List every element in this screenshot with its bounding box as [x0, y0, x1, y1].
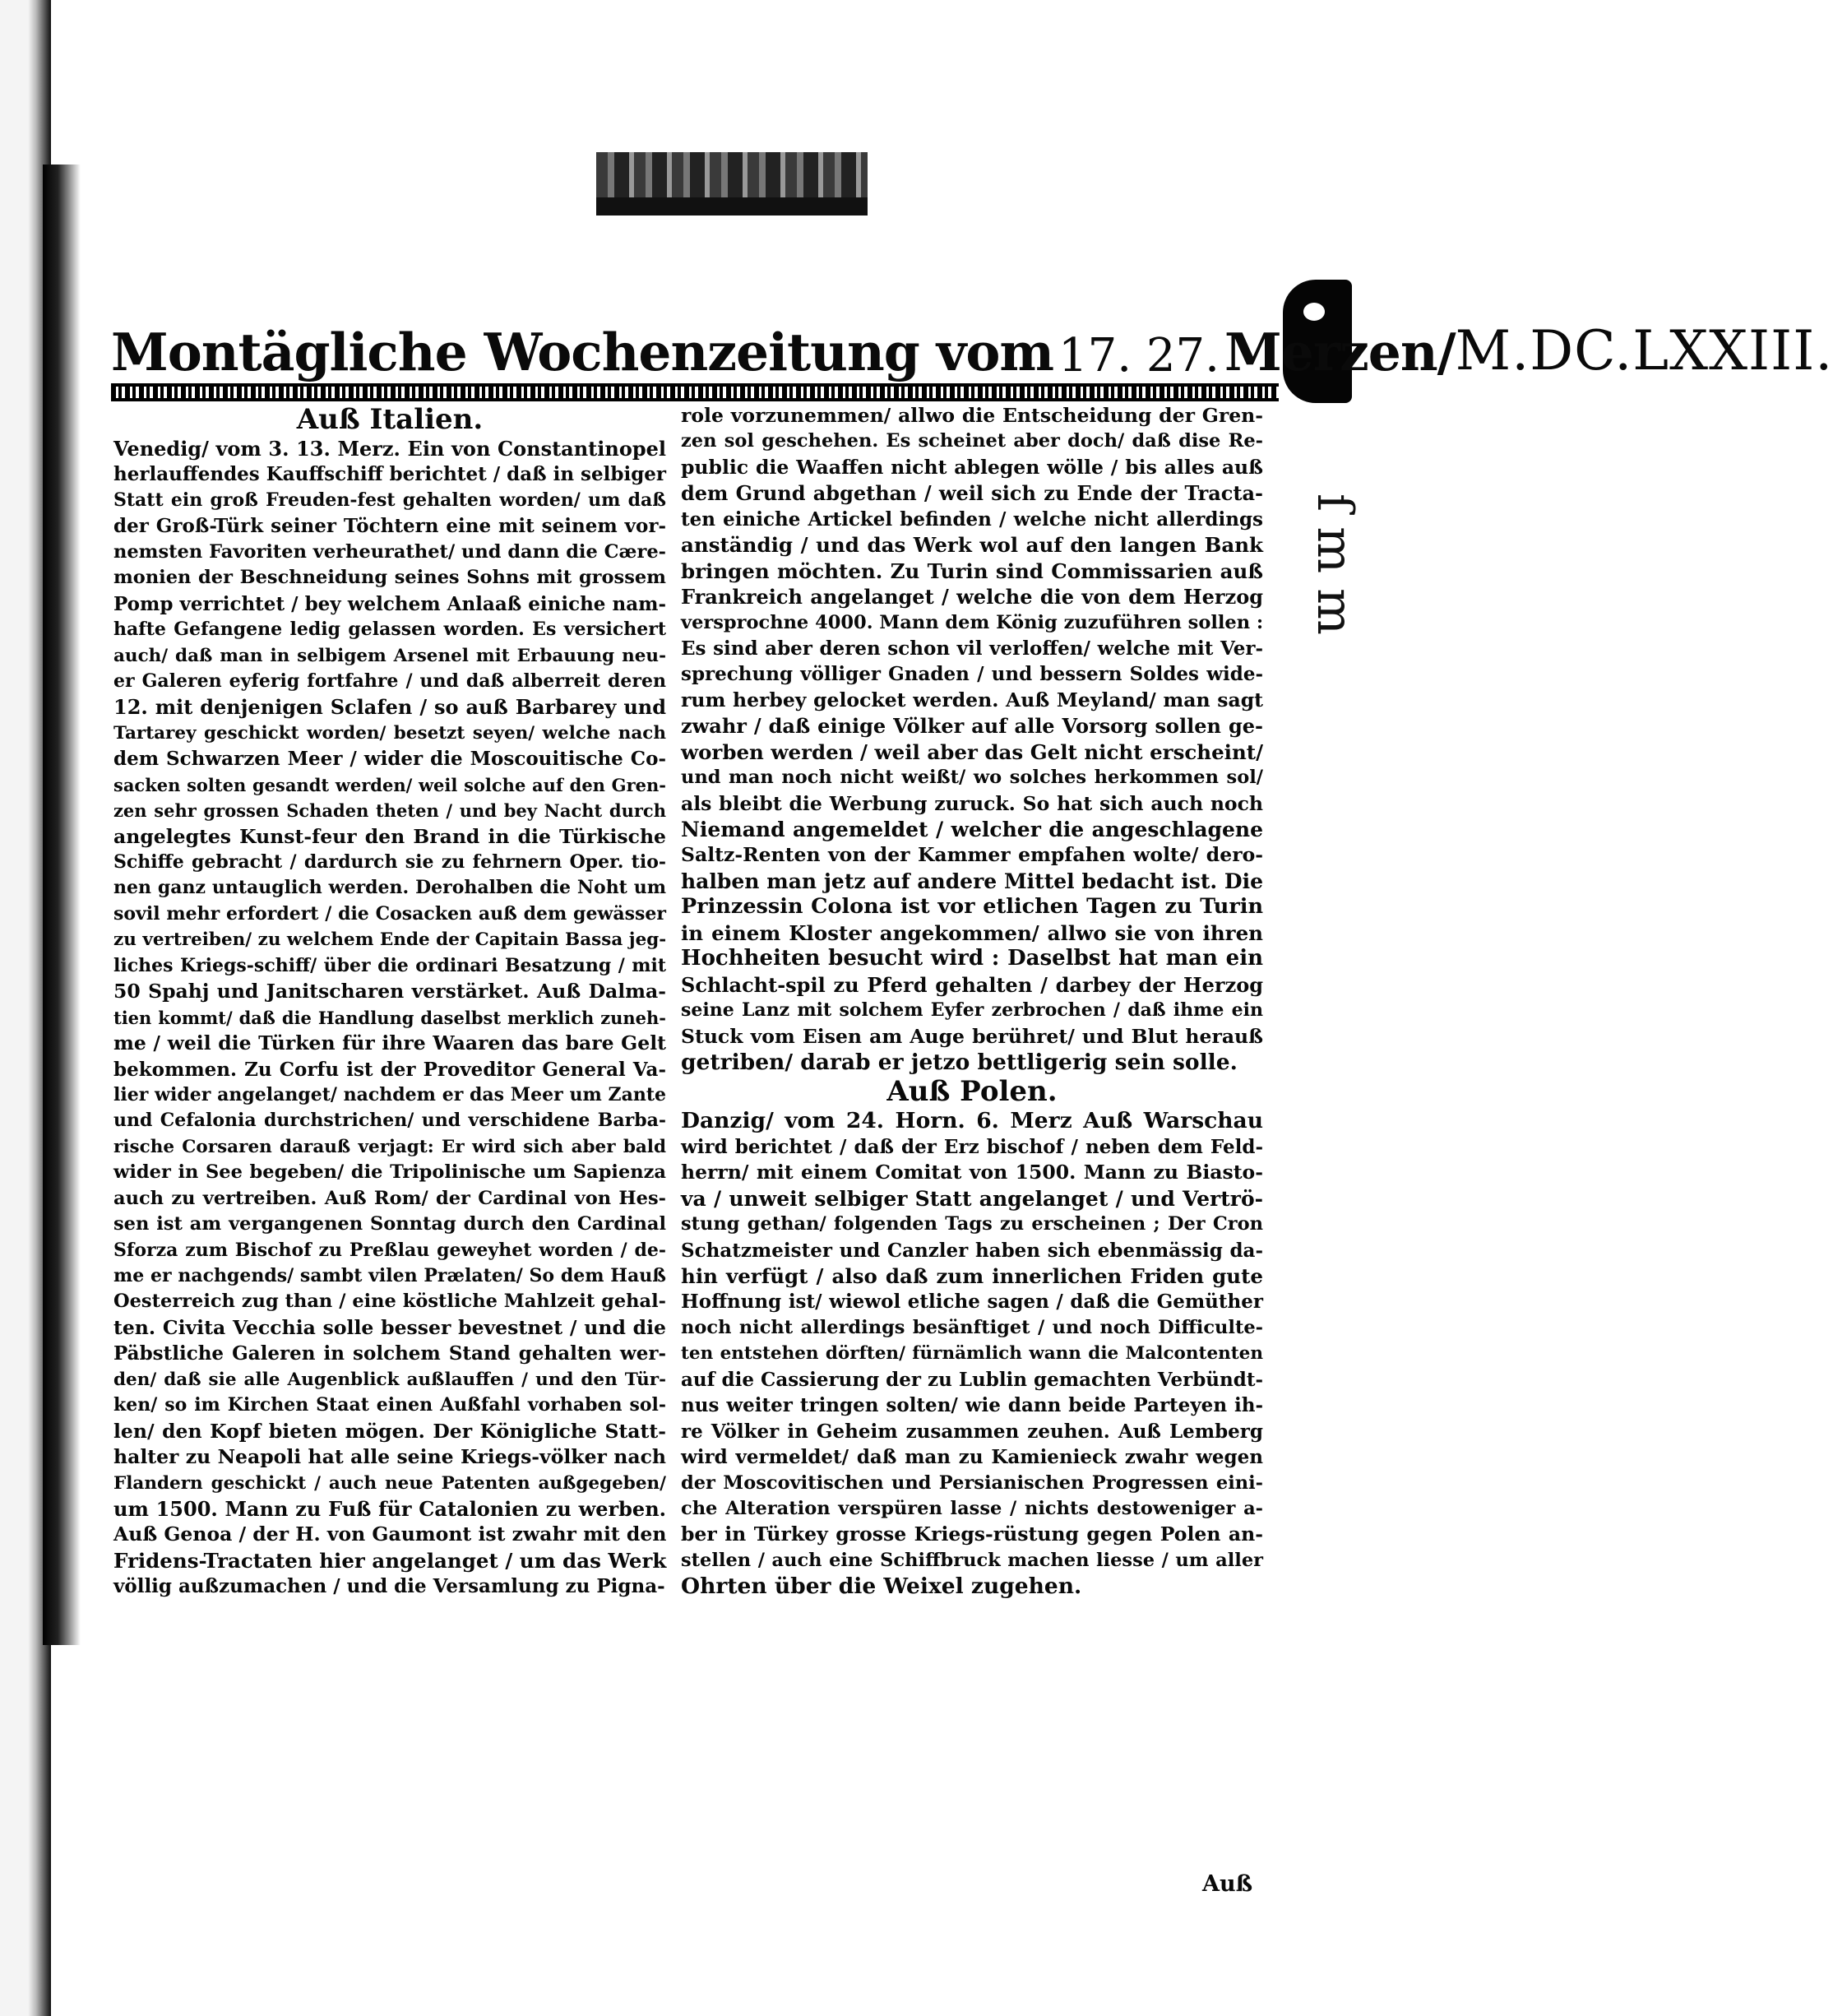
- text-line: me / weil die Türken für ihre Waaren das bare Gelt: [113, 1031, 666, 1055]
- text-line: um 1500. Mann zu Fuß für Catalonien zu werben.: [113, 1496, 666, 1521]
- masthead-year: M.DC.LXXIII.: [1455, 319, 1833, 382]
- text-line: liches Kriegs-schiff/ über die ordinari Besatzung / mit: [113, 954, 666, 976]
- text-line: der Groß-Türk seiner Töchtern eine mit seinem vor-: [113, 515, 666, 538]
- text-line: zen sol geschehen. Es scheinet aber doch/ daß dise Re-: [681, 430, 1263, 452]
- obscured-stamp-base: [596, 197, 868, 216]
- text-line: zen sehr grossen Schaden theten / und bey Nacht durch: [113, 800, 666, 822]
- text-line: sovil mehr erfordert / die Cosacken auß dem gewässer: [113, 902, 666, 925]
- text-line: ken/ so im Kirchen Staat einen Außfahl vorhaben sol-: [113, 1394, 666, 1416]
- text-line: re Völker in Geheim zusammen zeuhen. Auß Lemberg: [681, 1420, 1263, 1443]
- text-line: lier wider angelanget/ nachdem er das Meer um Zante: [113, 1083, 666, 1105]
- text-line: und Cefalonia durchstrichen/ und verschidene Barba-: [113, 1110, 666, 1132]
- text-line: nus weiter tringen solten/ wie dann beide Parteyen ih-: [681, 1394, 1263, 1417]
- text-line: 12. mit denjenigen Sclafen / so auß Barbarey und: [113, 695, 666, 720]
- text-line: Hochheiten besucht wird : Daselbst hat man ein: [681, 946, 1263, 971]
- text-line: Statt ein groß Freuden-fest gehalten worden/ um daß: [113, 489, 666, 511]
- catchword: Auß: [1202, 1871, 1253, 1897]
- text-line: Schiffe gebracht / dardurch sie zu fehrnern Oper. tio-: [113, 851, 666, 873]
- text-line: role vorzunemmen/ allwo die Entscheidung der Gren-: [681, 404, 1263, 427]
- text-line: bekommen. Zu Corfu ist der Proveditor General Va-: [113, 1058, 666, 1081]
- text-line: seine Lanz mit solchem Eyfer zerbrochen / daß ihme ein: [681, 999, 1263, 1022]
- text-line: worben werden / weil aber das Gelt nicht erscheint/: [681, 739, 1264, 764]
- text-line: Flandern geschickt / auch neue Patenten außgegeben/: [113, 1472, 666, 1494]
- text-line: Danzig/ vom 24. Horn. 6. Merz Auß Warschau: [681, 1108, 1263, 1134]
- text-line: noch nicht allerdings besänftiget / und noch Difficulte-: [681, 1316, 1263, 1338]
- text-line: 50 Spahj und Janitscharen verstärket. Auß Dalma-: [113, 980, 666, 1003]
- section-heading-italien: Auß Italien.: [296, 403, 484, 436]
- text-line: Niemand angemeldet / welcher die angeschlagene: [681, 818, 1263, 841]
- text-line: ten. Civita Vecchia solle besser bevestnet / und die: [113, 1315, 666, 1339]
- text-line: anständig / und das Werk wol auf den langen Bank: [681, 533, 1263, 558]
- text-line: herlauffendes Kauffschiff berichtet / daß in selbiger: [113, 463, 667, 486]
- text-line: Päbstliche Galeren in solchem Stand gehalten wer-: [113, 1342, 666, 1365]
- text-line: auch zu vertreiben. Auß Rom/ der Cardinal von Hes-: [113, 1187, 666, 1209]
- text-line: getriben/ darab er jetzo bettligerig sein solle.: [681, 1049, 1238, 1075]
- text-line: der Moscovitischen und Persianischen Progressen eini-: [681, 1471, 1263, 1494]
- text-line: sen ist am vergangenen Sonntag durch den Cardinal: [113, 1213, 666, 1235]
- text-line: herrn/ mit einem Comitat von 1500. Mann zu Biasto-: [681, 1161, 1263, 1184]
- text-line: Schlacht-spil zu Pferd gehalten / darbey der Herzog: [681, 972, 1263, 997]
- text-line: me er nachgends/ sambt vilen Prælaten/ So dem Hauß: [113, 1265, 666, 1286]
- text-line: che Alteration verspüren lasse / nichts destoweniger a-: [681, 1497, 1263, 1519]
- text-line: Tartarey geschickt worden/ besetzt seyen/ welche nach: [113, 722, 666, 744]
- text-line: hafte Gefangene ledig gelassen worden. Es versichert: [113, 619, 666, 641]
- text-line: Pomp verrichtet / bey welchem Anlaaß einiche nam-: [113, 592, 666, 615]
- text-line: Saltz-Renten von der Kammer empfahen wolte/ dero-: [681, 843, 1263, 867]
- text-line: sprechung völliger Gnaden / und bessern Soldes wide-: [681, 663, 1263, 686]
- text-line: Es sind aber deren schon vil verloffen/ welche mit Ver-: [681, 637, 1263, 660]
- masthead-title: Montägliche Wochenzeitung vom: [111, 322, 1054, 382]
- text-line: rum herbey gelocket werden. Auß Meyland/ man sagt: [681, 688, 1263, 711]
- text-line: und man noch nicht weißt/ wo solches herkommen sol/: [681, 767, 1263, 789]
- text-line: Ohrten über die Weixel zugehen.: [681, 1573, 1082, 1600]
- text-line: ten einiche Artickel befinden / welche nicht allerdings: [681, 507, 1263, 531]
- text-line: Stuck vom Eisen am Auge berühret/ und Blut herauß: [681, 1024, 1263, 1048]
- text-line: als bleibt die Werbung zuruck. So hat sich auch noch: [681, 791, 1263, 815]
- text-line: wider in See begeben/ die Tripolinische um Sapienza: [113, 1161, 666, 1184]
- text-line: versprochne 4000. Mann dem König zuzuführen sollen :: [681, 611, 1264, 633]
- text-line: hin verfügt / also daß zum innerlichen Friden gute: [681, 1264, 1263, 1288]
- text-line: stellen / auch eine Schiffbruck machen liesse / um aller: [681, 1549, 1263, 1571]
- binding-shadow: [43, 165, 81, 1645]
- ornamental-rule: [111, 383, 1279, 401]
- text-line: len/ den Kopf bieten mögen. Der Königliche Statt-: [113, 1419, 666, 1443]
- text-line: tien kommt/ daß die Handlung daselbst merklich zuneh-: [113, 1007, 666, 1028]
- text-line: halben man jetz auf andere Mittel bedacht ist. Die: [681, 869, 1263, 893]
- text-line: monien der Beschneidung seines Sohns mit grossem: [113, 567, 666, 589]
- masthead-dates: 17. 27.: [1058, 329, 1220, 382]
- text-line: ber in Türkey grosse Kriegs-rüstung gegen Polen an-: [681, 1522, 1263, 1546]
- text-line: Sforza zum Bischof zu Preßlau geweyhet worden / de-: [113, 1239, 666, 1261]
- text-line: bringen möchten. Zu Turin sind Commissarien auß: [681, 558, 1263, 583]
- section-heading-polen: Auß Polen.: [886, 1075, 1058, 1109]
- text-line: zwahr / daß einige Völker auf alle Vorsorg sollen ge-: [681, 714, 1263, 739]
- text-line: nemsten Favoriten verheurathet/ und dann die Cære-: [113, 540, 666, 563]
- page-tab-hole: [1303, 303, 1325, 321]
- text-line: Hoffnung ist/ wiewol etliche sagen / daß die Gemüther: [681, 1291, 1263, 1314]
- text-line: public die Waaffen nicht ablegen wölle / bis alles auß: [681, 455, 1263, 479]
- text-line: angelegtes Kunst-feur den Brand in die Türkische: [113, 824, 666, 848]
- text-line: dem Schwarzen Meer / wider die Moscouitische Co-: [113, 748, 666, 771]
- text-line: Oesterreich zug than / eine köstliche Mahlzeit gehal-: [113, 1291, 666, 1313]
- text-line: in einem Kloster angekommen/ allwo sie von ihren: [681, 920, 1263, 945]
- text-line: stung gethan/ folgenden Tags zu erscheinen ; Der Cron: [681, 1213, 1263, 1235]
- text-line: dem Grund abgethan / weil sich zu Ende der Tracta-: [681, 481, 1263, 506]
- text-line: sacken solten gesandt werden/ weil solche auf den Gren-: [113, 774, 666, 795]
- text-line: rische Corsaren darauß verjagt: Er wird sich aber bald: [113, 1136, 666, 1157]
- text-line: Fridens-Tractaten hier angelanget / um das Werk: [113, 1548, 667, 1573]
- text-line: wird berichtet / daß der Erz bischof / neben dem Feld-: [681, 1135, 1263, 1158]
- margin-handwriting: ſmm: [1306, 494, 1363, 650]
- text-line: Auß Genoa / der H. von Gaumont ist zwahr mit den: [113, 1522, 667, 1546]
- text-line: Venedig/ vom 3. 13. Merz. Ein von Constantinopel: [113, 437, 666, 461]
- text-line: wird vermeldet/ daß man zu Kamienieck zwahr wegen: [681, 1446, 1263, 1469]
- text-line: va / unweit selbiger Statt angelanget / und Vertrö-: [681, 1186, 1263, 1211]
- text-line: zu vertreiben/ zu welchem Ende der Capitain Bassa jeg-: [113, 929, 667, 951]
- masthead-month: Merzen/: [1224, 322, 1456, 382]
- left-column: [113, 403, 666, 1600]
- text-line: Prinzessin Colona ist vor etlichen Tagen zu Turin: [681, 894, 1263, 920]
- text-line: den/ daß sie alle Augenblick außlauffen / und den Tür-: [113, 1369, 666, 1390]
- text-line: auch/ daß man in selbigem Arsenel mit Erbauung neu-: [113, 645, 666, 666]
- right-column: [681, 403, 1263, 1600]
- text-line: nen ganz untauglich werden. Derohalben die Noht um: [113, 877, 666, 899]
- text-line: Frankreich angelanget / welche die von dem Herzog: [681, 585, 1263, 609]
- text-line: Schatzmeister und Canzler haben sich ebenmässig da-: [681, 1239, 1263, 1262]
- text-line: auf die Cassierung der zu Lublin gemachten Verbündt-: [681, 1368, 1263, 1391]
- text-line: ten entstehen dörften/ fürnämlich wann die Malcontenten: [681, 1343, 1263, 1365]
- text-line: völlig außzumachen / und die Versamlung zu Pigna-: [113, 1575, 665, 1598]
- text-line: halter zu Neapoli hat alle seine Kriegs-völker nach: [113, 1445, 666, 1469]
- masthead: [111, 304, 1833, 382]
- text-line: er Galeren eyferig fortfahre / und daß alberreit deren: [113, 670, 666, 692]
